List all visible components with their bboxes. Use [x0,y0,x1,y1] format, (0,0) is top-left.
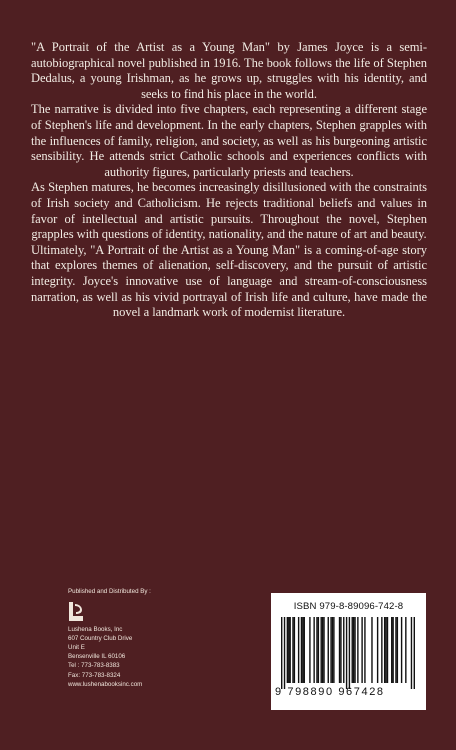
barcode-bar [340,617,341,683]
barcode-bar [288,617,289,683]
barcode-bar [339,617,340,683]
barcode-bar [309,617,310,683]
barcode-bar [301,617,302,683]
barcode-bar [364,617,365,683]
publisher-info [68,587,228,689]
publisher-tel: Tel : 773-783-8383 [68,662,120,670]
publisher-city: Bensenville IL 60106 [68,653,126,661]
book-description [31,40,427,321]
barcode-bar [361,617,362,683]
barcode-bar [411,617,412,689]
publisher-heading: Published and Distributed By : [68,588,151,595]
barcode-bar [357,617,358,683]
barcode-bar [343,617,344,683]
barcode-bar [289,617,290,683]
isbn-label: ISBN 979-8-89096-742-8 [293,601,404,612]
publisher-address-line-1: 607 Country Club Drive [68,635,133,643]
barcode-bar [298,617,299,683]
barcode-bar [332,617,333,683]
barcode-bar [377,617,378,683]
barcode-bar [354,617,355,683]
barcode-bar [316,617,317,683]
barcode-bars [281,617,415,689]
publisher-fax: Fax: 773-783-8324 [68,671,121,679]
publisher-name: Lushena Books, Inc [68,626,123,634]
barcode-bar [371,617,372,683]
barcode-bar [352,617,353,683]
barcode-bar [323,617,324,683]
barcode-bar [387,617,388,683]
barcode-bar [349,617,350,689]
barcode-bar [397,617,398,683]
barcode-bar [353,617,354,683]
barcode-bar [318,617,319,683]
publisher-website: www.lushenabooksinc.com [68,680,143,688]
isbn-barcode [271,593,426,710]
barcode-bar [395,617,396,683]
description-paragraph-1: "A Portrait of the Artist as a Young Man" by James Joyce is a semi-autobiographical novel published in 1916. The book follows the life of Stephen Dedalus, a young Irishman, as he grows up, struggles with his identity, and seeks to find his place in the world. [31,40,427,101]
barcode-bar [328,617,329,683]
barcode-bar [333,617,334,683]
barcode-bar [292,617,293,683]
barcode-bar [401,617,402,683]
barcode-bar [287,617,288,683]
barcode-digits: 9 798890 967428 [275,686,385,698]
description-paragraph-3: As Stephen matures, he becomes increasingly disillusioned with the constraints of Irish society and Catholicism. He rejects traditional beliefs and values in favor of intellectual and artistic pursuits. Throughout the novel, Stephen grapples with questions of identity, nationality, and the nature of art and beauty. [31,180,427,242]
barcode-bar [284,617,285,689]
barcode-bar [405,617,406,683]
barcode-bar [346,617,347,689]
barcode-bar [385,617,386,683]
barcode-bar [322,617,323,683]
lushena-books-logo-icon [68,601,84,622]
barcode-bar [381,617,382,683]
barcode-bar [320,617,321,683]
barcode-bar [313,617,314,683]
barcode-bar [302,617,303,683]
description-paragraph-4: Ultimately, "A Portrait of the Artist as a Young Man" is a coming-of-age story that explores themes of alienation, self-discovery, and the pursuit of artistic integrity. Joyce's innovative use of language and stream-of-consciousness narration, as well as his vivid portrayal of Irish life and culture, have made the novel a landmark work of modernist literature. [31,242,427,320]
publisher-address-line-2: Unit E [68,644,85,652]
barcode-bar [330,617,331,683]
description-paragraph-2: The narrative is divided into five chapters, each representing a different stage of Stephen's life and development. In the early chapters, Stephen grapples with the influences of family, religion, and society, as well as his burgeoning artistic sensibility. He attends strict Catholic schools and experiences conflicts with authority figures, particularly priests and teachers. [31,102,427,179]
barcode-bar [392,617,393,683]
barcode-bar [384,617,385,683]
barcode-bar [391,617,392,683]
barcode-bar [414,617,415,689]
barcode-bar [304,617,305,683]
barcode-bar [281,617,282,689]
barcode-bar [294,617,295,683]
